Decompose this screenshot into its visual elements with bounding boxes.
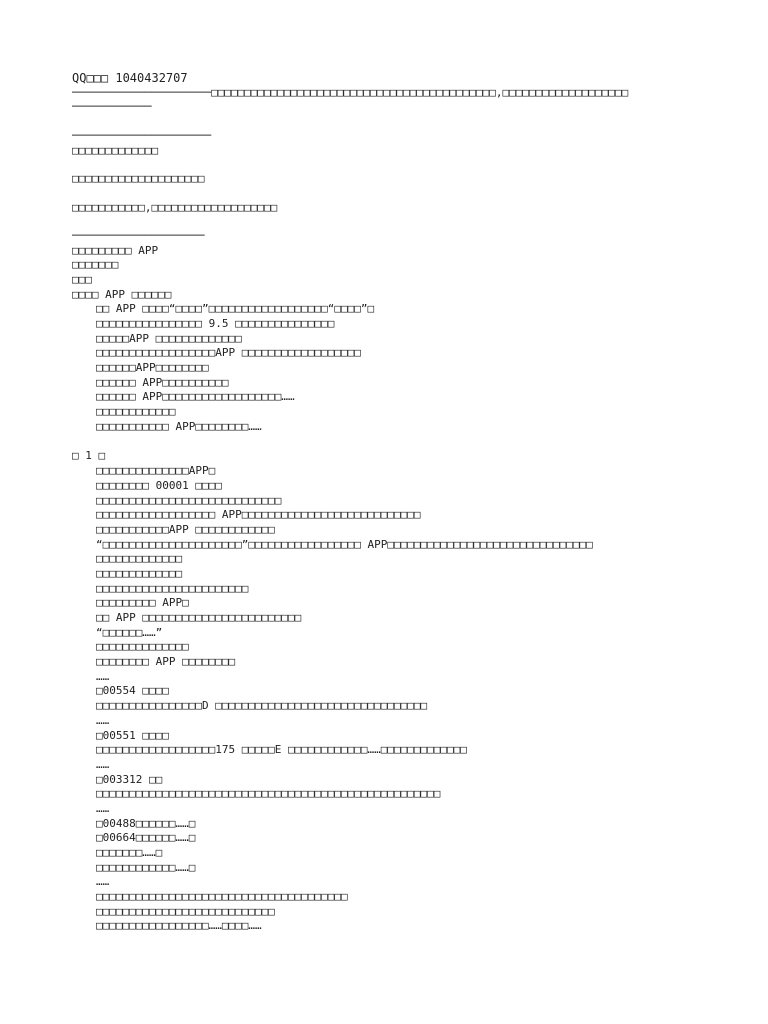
section-c-item: …… (96, 875, 110, 889)
section-c-item: □□□□□□□□□ APP□ (96, 596, 189, 610)
section-b-line-1: □□□□□□□□□ APP (72, 243, 159, 257)
section-c-item: □□□□□□□……□ (96, 846, 163, 859)
section-c-item: □□□□□□□□□□□□□□□□□□175 □□□□□E □□□□□□□□□□□□……□□□□□□□□□□□□□ (96, 743, 467, 757)
section-c-item: □□□□□□□□ APP □□□□□□□□ (96, 655, 236, 669)
section-c-item: □□□□□□□□□□□□□□□□□□□□□□□ (96, 581, 249, 595)
section-c-item: □□□□□□□□□□□□□ (96, 566, 183, 580)
section-b-item: □□□□□□□□□□□□ (96, 405, 176, 419)
section-c-item: □00488□□□□□□……□ (96, 816, 196, 830)
section-b-item: □□□□□□ APP□□□□□□□□□□□□□□□□□□…… (96, 390, 295, 404)
section-c-item: □00554 □□□□ (96, 684, 169, 698)
section-c-item: □□□□□□□□□□□□□□□□□□ APP□□□□□□□□□□□□□□□□□□□□□□□□□□□ (96, 508, 421, 522)
section-c-item: □□□□□□□□□□□□□□□□□□□□□□□□□□□□□□□□□□□□□□ (96, 890, 348, 904)
section-c-item: □□□□□□□□□□□□□□□□□□□□□□□□□□□□□□□□□□□□□□□□□□□□□□□□□□□□ (96, 787, 441, 801)
intro-line-1: ─────────────────────□□□□□□□□□□□□□□□□□□□□□□□□□□□□□□□□□□□□□□□□□□□,□□□□□□□□□□□□□□□□□□□ (72, 85, 629, 99)
section-c-item: □00664□□□□□□……□ (96, 831, 196, 845)
section-a-rule: ───────────────────── (72, 129, 212, 143)
section-b-item: □□□□□APP □□□□□□□□□□□□□ (96, 331, 242, 345)
intro-line-2: ──────────── (72, 100, 152, 114)
section-b-item: □□□□□□ APP□□□□□□□□□□ (96, 375, 229, 389)
section-b-rule: ──────────────────── (72, 228, 205, 242)
section-c-item: □□□□□□□□□□□□□□□□D □□□□□□□□□□□□□□□□□□□□□□□□□□□□□□□□ (96, 699, 428, 713)
section-a-line-1: □□□□□□□□□□□□□ (72, 143, 159, 157)
section-c-item: …… (96, 801, 110, 815)
section-c-item: “□□□□□□……” (96, 625, 163, 639)
section-c-item: □□□□□□□□□□□□□□□□□□□□□□□□□□□ (96, 904, 275, 918)
section-c-item: …… (96, 713, 110, 727)
section-c-item: “□□□□□□□□□□□□□□□□□□□□□”□□□□□□□□□□□□□□□□□ APP□□□□□□□□□□□□□□□□□□□□□□□□□□□□□□□ (96, 537, 593, 551)
section-b-line-3: □□□ (72, 272, 92, 286)
section-c-item: □□□□□□□□□□□□□ (96, 552, 183, 566)
section-a-line-2: □□□□□□□□□□□□□□□□□□□□ (72, 172, 205, 186)
section-b-item: □□□□□□□□□□□□□□□□□□APP □□□□□□□□□□□□□□□□□□ (96, 346, 361, 360)
section-c-item: □□□□□□□□□□□□□□APP□ (96, 464, 216, 478)
section-c-item: □00551 □□□□ (96, 728, 169, 742)
section-c-heading: □ 1 □ (72, 449, 106, 463)
section-c-item: □□□□□□□□□□□□……□ (96, 860, 196, 874)
section-b-item: □□□□□□□□□□□□□□□□ 9.5 □□□□□□□□□□□□□□□ (96, 316, 335, 330)
section-c-item: …… (96, 669, 110, 683)
section-c-item: …… (96, 757, 110, 771)
section-a-line-3: □□□□□□□□□□□,□□□□□□□□□□□□□□□□□□□ (72, 201, 278, 215)
section-b-item: □□□□□□APP□□□□□□□□ (96, 361, 209, 374)
section-c-item: □003312 □□ (96, 772, 163, 786)
section-c-item: □□□□□□□□□□□□□□□□□□□□□□□□□□□□ (96, 493, 282, 507)
qq-contact-line: QQ□□□ 1040432707 (72, 71, 188, 85)
section-c-item: □□□□□□□□□□□APP □□□□□□□□□□□□ (96, 522, 275, 536)
document-page (72, 71, 712, 934)
section-c-item: □□□□□□□□ 00001 □□□□ (96, 478, 222, 492)
section-b-item: □□ APP □□□□“□□□□”□□□□□□□□□□□□□□□□□□“□□□□”□ (96, 302, 375, 316)
section-b-line-2: □□□□□□□ (72, 258, 119, 272)
section-c-item: □□□□□□□□□□□□□□ (96, 640, 189, 654)
section-b-line-4: □□□□ APP □□□□□□ (72, 287, 172, 301)
section-c-item: □□□□□□□□□□□□□□□□□……□□□□…… (96, 919, 262, 933)
section-c-item: □□ APP □□□□□□□□□□□□□□□□□□□□□□□□ (96, 611, 302, 624)
section-b-item: □□□□□□□□□□□ APP□□□□□□□□…… (96, 419, 262, 433)
